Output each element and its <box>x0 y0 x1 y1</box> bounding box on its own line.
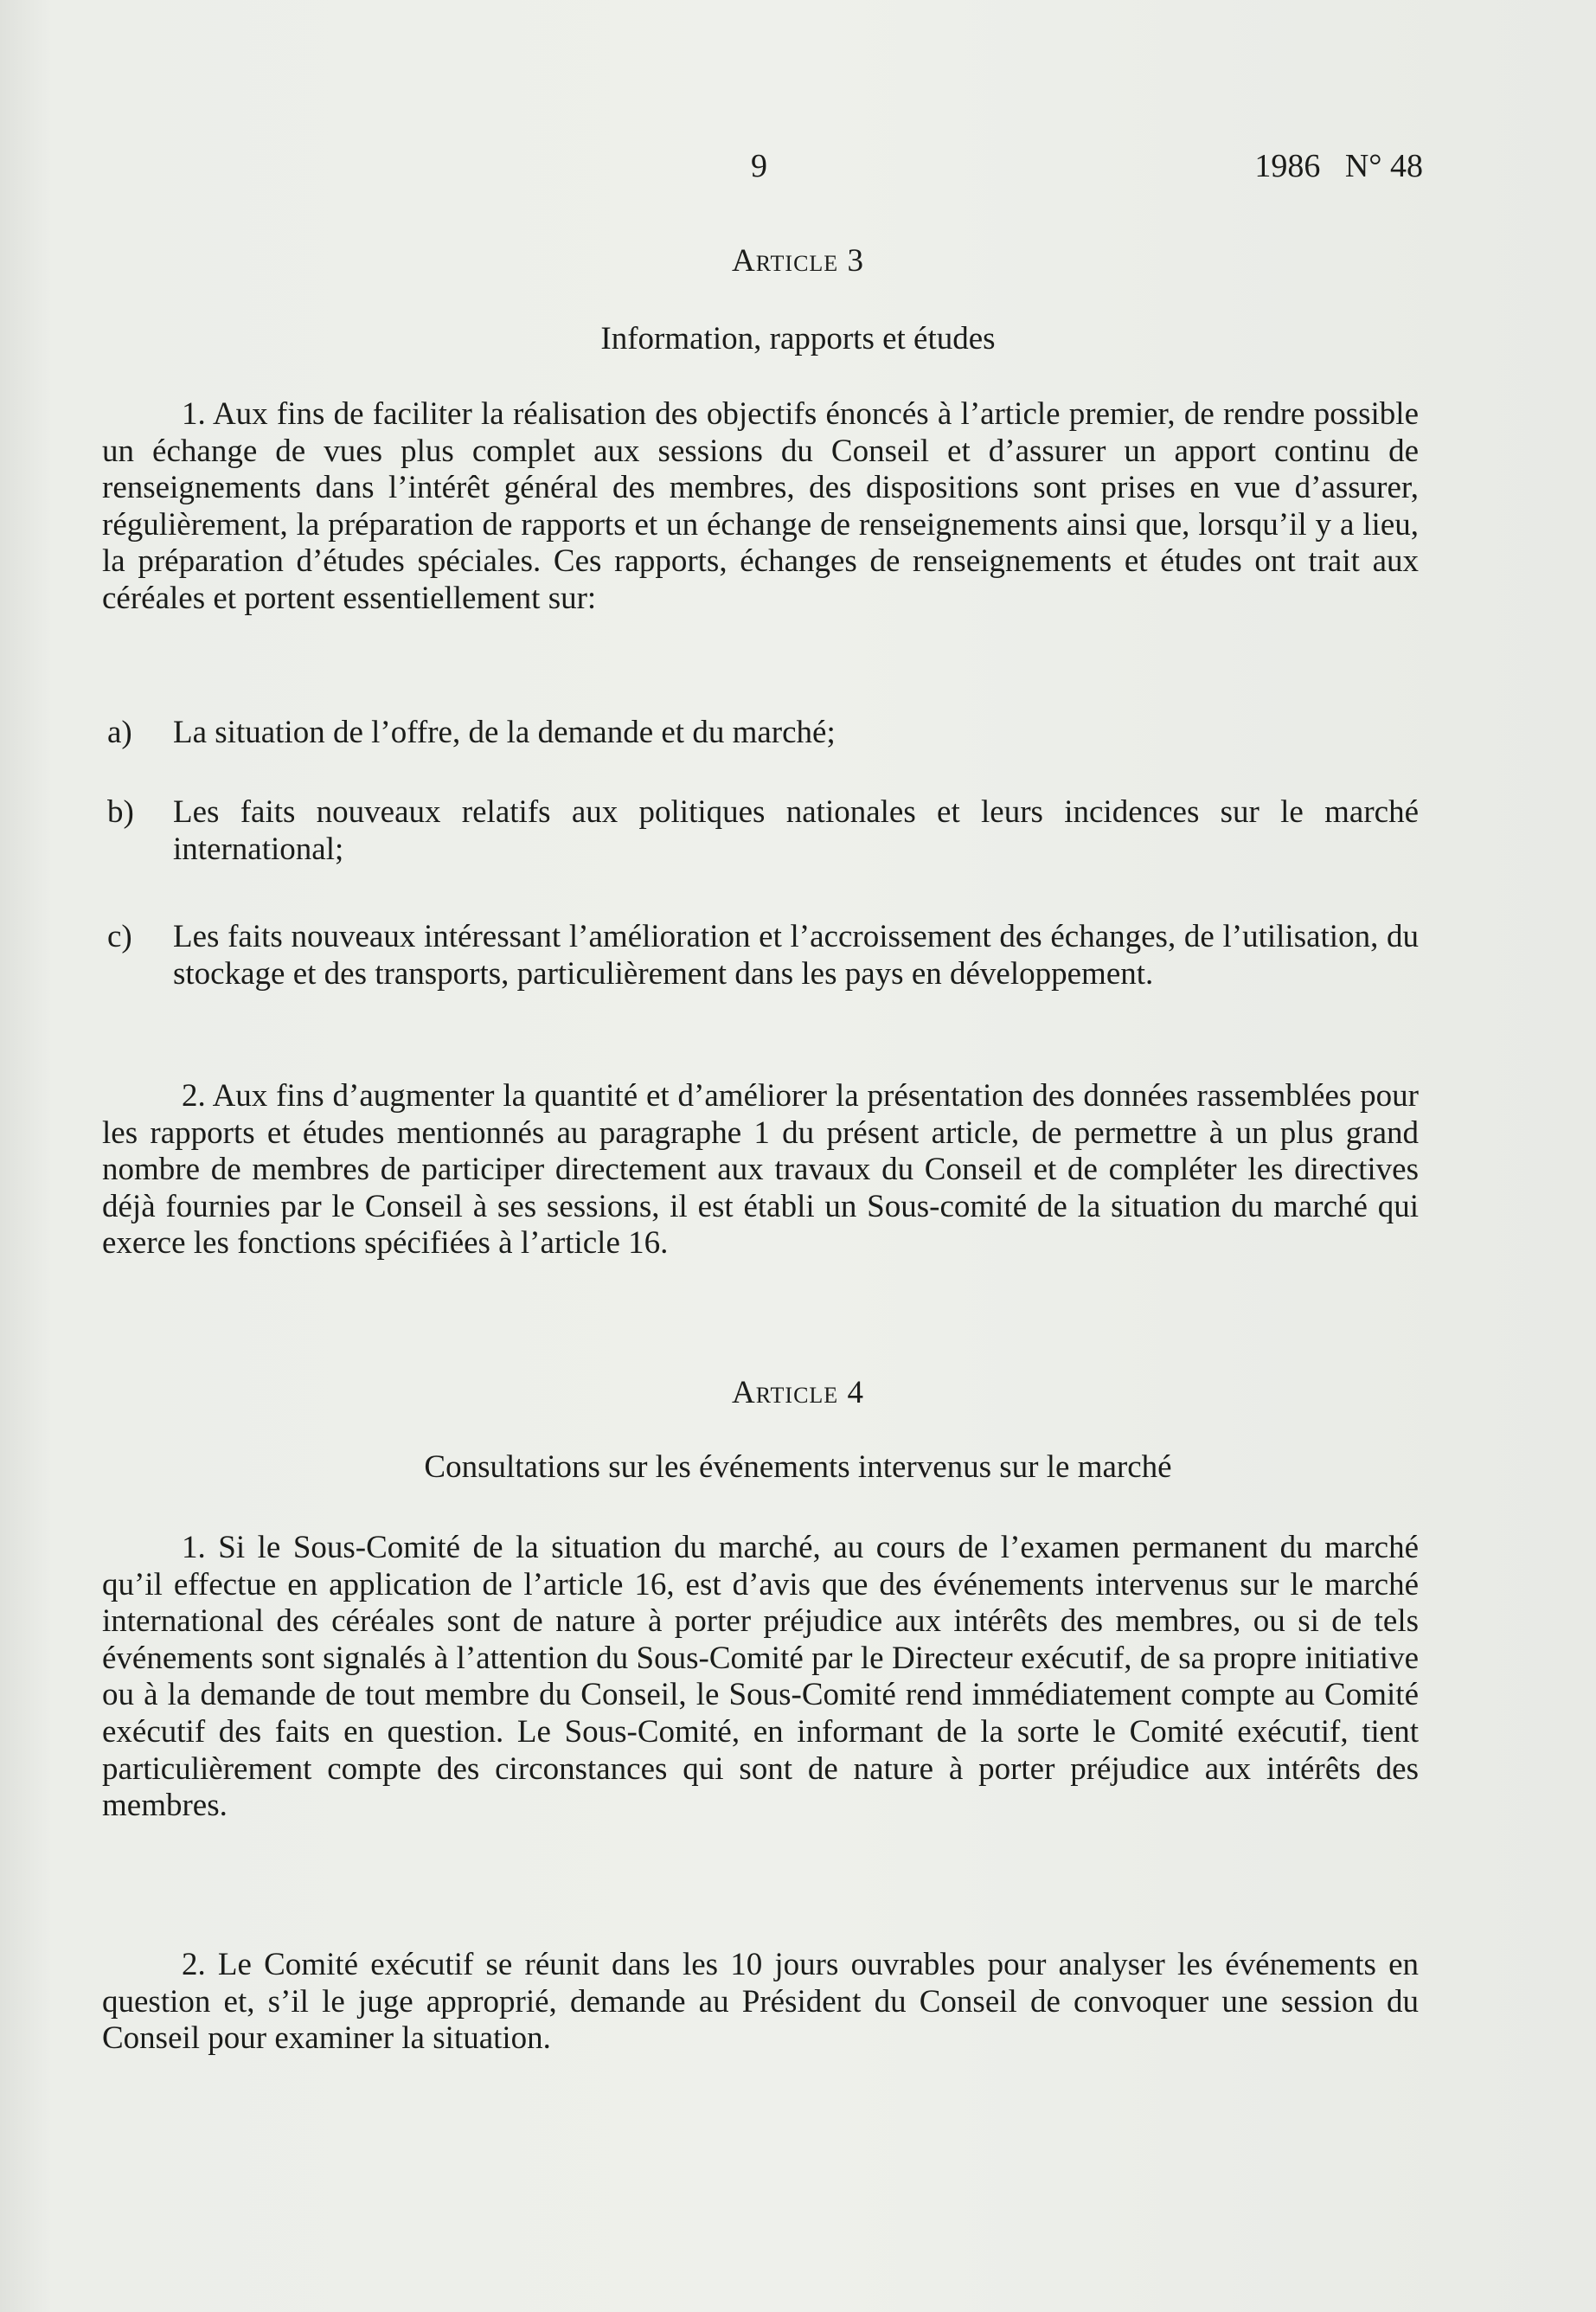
page-number: 9 <box>751 148 767 184</box>
article-3-paragraph-2: 2. Aux fins d’augmenter la quantité et d’améliorer la présentation des données rassemblées pour les rapports et études mentionnés au paragraphe 1 du présent article, de permettre à un plus grand nombre de membres de participer directement aux travaux du Conseil et de compléter les directives déjà fournies par le Conseil à ses sessions, il est établi un Sous-comité de la situation du marché qui exerce les fonctions spécifiées à l’article 16. <box>102 1078 1419 1262</box>
article-3-heading: Article 3 <box>732 243 864 279</box>
article-4-heading: Article 4 <box>732 1375 864 1410</box>
article-3-list-item-a <box>107 715 1419 752</box>
list-marker-b: b) <box>107 794 134 830</box>
article-3-subtitle: Information, rapports et études <box>600 321 996 356</box>
list-text-b: Les faits nouveaux relatifs aux politiques nationales et leurs incidences sur le marché international; <box>173 794 1419 867</box>
article-3-list-item-c <box>107 919 1419 992</box>
list-text-a: La situation de l’offre, de la demande et du marché; <box>173 715 836 750</box>
article-3-paragraph-1: 1. Aux fins de faciliter la réalisation des objectifs énoncés à l’article premier, de rendre possible un échange de vues plus complet aux sessions du Conseil et d’assurer un apport continu de renseignements dans l’intérêt général des membres, des dispositions sont prises en vue d’assurer, régulièrement, la préparation de rapports et un échange de renseignements ainsi que, lorsqu’il y a lieu, la préparation d’études spéciales. Ces rapports, échanges de renseignements et études ont trait aux céréales et portent essentiellement sur: <box>102 396 1419 616</box>
list-text-c: Les faits nouveaux intéressant l’amélioration et l’accroissement des échanges, de l’utilisation, du stockage et des transports, particulièrement dans les pays en développement. <box>173 919 1419 992</box>
article-4-paragraph-1: 1. Si le Sous-Comité de la situation du marché, au cours de l’examen permanent du marché qu’il effectue en application de l’article 16, est d’avis que des événements intervenus sur le marché international des céréales sont de nature à porter préjudice aux intérêts des membres, ou si de tels événements sont signalés à l’attention du Sous-Comité par le Directeur exécutif, de sa propre initiative ou à la demande de tout membre du Conseil, le Sous-Comité rend immédiatement compte au Comité exécutif des faits en question. Le Sous-Comité, en informant de la sorte le Comité exécutif, tient particulièrement compte des circonstances qui sont de nature à porter préjudice aux intérêts des membres. <box>102 1530 1419 1824</box>
article-4-subtitle: Consultations sur les événements intervenus sur le marché <box>424 1449 1172 1485</box>
article-3-list-item-b <box>107 794 1419 868</box>
article-4-paragraph-2: 2. Le Comité exécutif se réunit dans les 10 jours ouvrables pour analyser les événements en question et, s’il le juge approprié, demande au Président du Conseil de convoquer une session du Conseil pour examiner la situation. <box>102 1947 1419 2057</box>
year-and-issue-number: 1986 N° 48 <box>1254 148 1423 184</box>
list-marker-c: c) <box>107 919 132 954</box>
list-marker-a: a) <box>107 715 132 750</box>
